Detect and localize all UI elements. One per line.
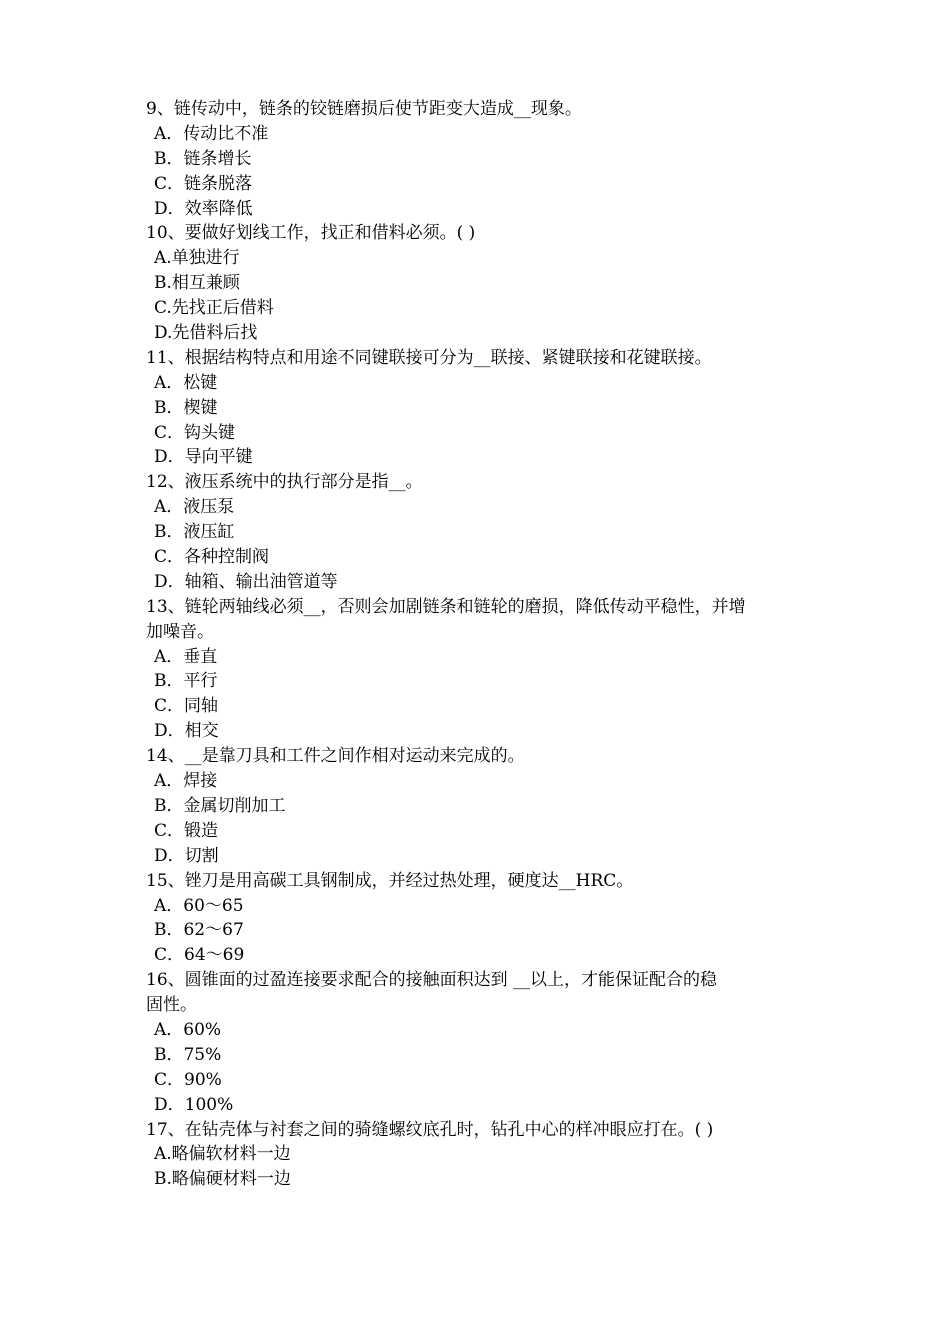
option-d: D．效率降低 xyxy=(154,198,253,219)
option-d: D．相交 xyxy=(154,721,219,742)
option-c: C．64～69 xyxy=(154,945,245,966)
option-b: B．62～67 xyxy=(154,920,244,941)
option-b: B．平行 xyxy=(154,671,218,692)
option-a: A．松键 xyxy=(154,372,218,393)
option-d: D．100% xyxy=(154,1094,234,1115)
question-text: 9、链传动中，链条的铰链磨损后使节距变大造成__现象。 xyxy=(146,99,582,119)
option-b: B.相互兼顾 xyxy=(154,273,240,294)
option-b: B.略偏硬材料一边 xyxy=(154,1169,291,1190)
question-10 xyxy=(146,221,826,345)
question-15 xyxy=(146,869,826,969)
option-a: A．液压泵 xyxy=(154,497,235,518)
question-12 xyxy=(146,470,826,594)
question-text-continued: 固性。 xyxy=(146,995,197,1016)
document-page xyxy=(146,97,826,1192)
question-13 xyxy=(146,595,826,744)
option-c: C．90% xyxy=(154,1069,222,1090)
option-b: B．75% xyxy=(154,1044,222,1065)
option-a: A.单独进行 xyxy=(154,248,240,269)
question-text-continued: 加噪音。 xyxy=(146,621,214,642)
option-a: A．60～65 xyxy=(154,895,244,916)
option-a: A.略偏软材料一边 xyxy=(154,1144,291,1165)
option-c: C．钩头键 xyxy=(154,422,236,443)
option-d: D．切割 xyxy=(154,845,219,866)
option-b: B．楔键 xyxy=(154,397,218,418)
question-text: 14、__是靠刀具和工件之间作相对运动来完成的。 xyxy=(146,746,525,767)
question-9 xyxy=(146,97,826,221)
option-a: A．60% xyxy=(154,1019,222,1040)
question-17 xyxy=(146,1118,826,1193)
option-c: C.先找正后借料 xyxy=(154,298,274,319)
option-a: A．垂直 xyxy=(154,646,218,667)
question-text: 13、链轮两轴线必须__，否则会加剧链条和链轮的磨损，降低传动平稳性，并增 xyxy=(146,596,746,617)
option-d: D．导向平键 xyxy=(154,447,253,468)
option-d: D．轴箱、输出油管道等 xyxy=(154,571,338,592)
question-14 xyxy=(146,744,826,868)
option-c: C．链条脱落 xyxy=(154,173,253,194)
question-text: 10、要做好划线工作，找正和借料必须。( ) xyxy=(146,223,476,244)
option-b: B．液压缸 xyxy=(154,522,235,543)
option-c: C．各种控制阀 xyxy=(154,547,270,568)
question-16 xyxy=(146,968,826,1117)
option-a: A．焊接 xyxy=(154,771,218,792)
question-text: 11、根据结构特点和用途不同键联接可分为__联接、紧键联接和花键联接。 xyxy=(146,347,712,368)
option-b: B．金属切削加工 xyxy=(154,795,286,816)
question-text: 12、液压系统中的执行部分是指__。 xyxy=(146,472,423,493)
option-c: C．同轴 xyxy=(154,696,219,717)
question-text: 15、锉刀是用高碳工具钢制成，并经过热处理，硬度达__HRC。 xyxy=(146,870,634,891)
option-a: A．传动比不准 xyxy=(154,123,269,144)
question-text: 17、在钻壳体与衬套之间的骑缝螺纹底孔时，钻孔中心的样冲眼应打在。( ) xyxy=(146,1119,714,1140)
question-text: 16、圆锥面的过盈连接要求配合的接触面积达到 __以上，才能保证配合的稳 xyxy=(146,970,718,991)
option-b: B．链条增长 xyxy=(154,148,252,169)
option-d: D.先借料后找 xyxy=(154,323,258,344)
question-11 xyxy=(146,346,826,470)
option-c: C．锻造 xyxy=(154,820,219,841)
